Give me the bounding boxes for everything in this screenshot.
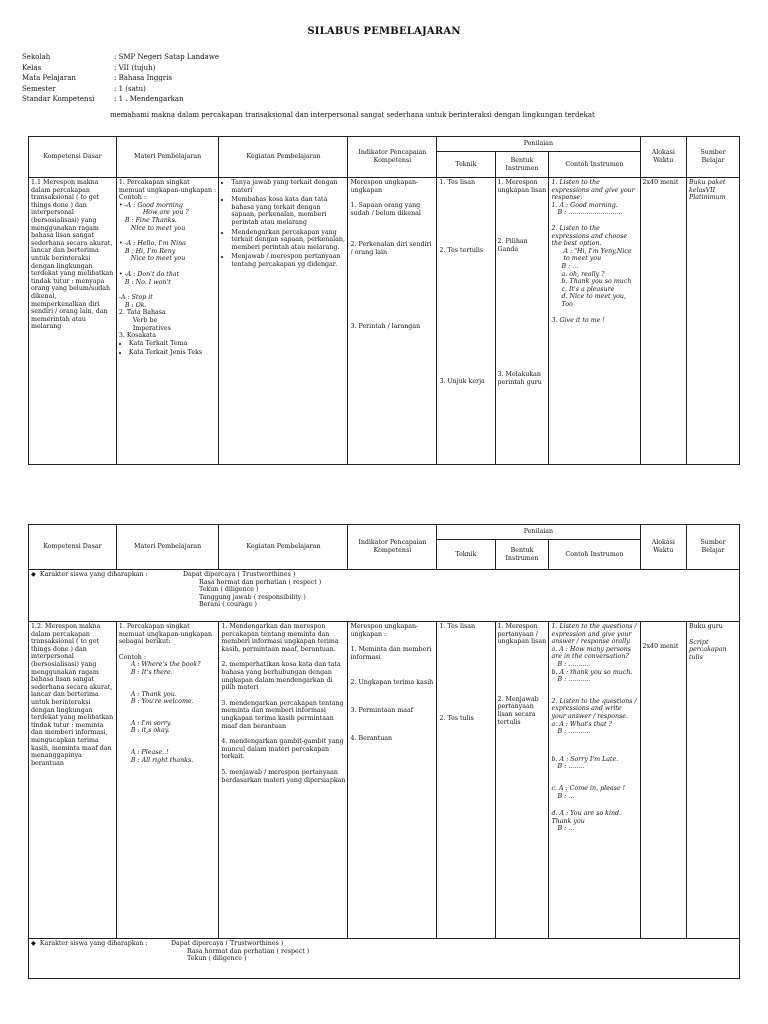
karakter-label-wrap: ◆ Karakter siswa yang diharapkan : — [31, 940, 148, 947]
kegiatan-item: 1. Mendengarkan dan merespon percakapan tentang meminta dan memberi informasi ungkapan terima kasih, permintaan maaf, berantuan. — [221, 623, 339, 653]
standard-text: memahami makna dalam percakapan transaksional dan interpersonal sangat sederhana untuk berinteraksi dengan lingkungan terdekat — [110, 111, 595, 119]
materi-line: B : Fine Thanks. — [124, 216, 177, 224]
karakter-label: Karakter siswa yang diharapkan : — [39, 571, 148, 578]
contoh-line: B : ........ — [557, 763, 585, 771]
contoh-line: 1. Listen to the questions / expression and give your answer / response orally. — [551, 623, 637, 646]
header-materi: Materi Pembelajaran — [116, 525, 219, 570]
contoh-line: 1. A : Good morning. — [551, 201, 618, 209]
kegiatan-item: 4. mendengarkan gambit-gambit yang muncul dalam materi percakapan terkait. — [221, 738, 344, 761]
materi-line: A : Thank you. — [130, 690, 177, 698]
karakter-item: Tekun ( diligence ) — [187, 955, 247, 963]
indikator-line: 1. Sapaan orang yang sudah / belum dikenal — [350, 202, 421, 217]
kegiatan-item: • Tanya jawab yang terkait dengan materi — [231, 179, 345, 194]
header-penilaian: Penilaian — [437, 137, 640, 152]
bentuk-cell — [495, 178, 549, 465]
header-kd: Kompetensi Dasar — [29, 137, 117, 178]
materi-cell — [116, 178, 219, 465]
contoh-line: A : "Hi, I'm Yeny,Nice to meet you — [563, 247, 632, 263]
kd-text: 1.2. Merespon makna dalam percakapan transaksional ( to get things done ) dan interpersonal (bersosialisasi) yang menggunakan ragam bahasa lisan sangat sederhana secara akurat, lancar dan berterima untuk berinteraksi dengan lingkungan terdekat yang melibatkan tindak tutur : meminta dan memberi informasi, mengucapkan terima kasih, meminta maaf dan menanggapinya berantuan — [31, 623, 114, 767]
kegiatan-item: 3. mendengarkan percakapan tentang meminta dan memberi informasi ungkapan terima kasih permintaan maaf dan berantuan — [221, 699, 344, 730]
karakter-row-bottom — [29, 939, 740, 979]
bentuk-line: 2. Menjawab pertanyaan lisan secara tertulis — [497, 695, 539, 726]
alokasi-cell — [640, 622, 687, 939]
contoh-line: d. Nice to meet you, Too — [561, 293, 626, 308]
kegiatan-item: • Mendengarkan percakapan yang terkait dengan sapaan, perkenalan, memberi perintah atau melarang. — [231, 229, 345, 252]
header-penilaian: Penilaian — [437, 525, 640, 540]
indikator-line: Merespon ungkapan-ungkapan — [350, 179, 419, 194]
sumber-text: Buku paket kelasVII Platinimum — [689, 179, 726, 202]
kd-text: 1.1 Merespon makna dalam percakapan transaksional ( to get things done ) dan interpersonal (bersosialisasi) yang menggunakan ragam bahasa lisan sangat sederhana secara akurat, lancar dan berterima untuk berinteraksi dengan lingkungan terdekat yang melibatkan tindak tutur : menyapa orang yang belum/sudah dikenal, memperkenalkan diri sendiri / orang lain, dan memerintah atau melarang — [31, 179, 114, 331]
materi-line: B : It's there. — [130, 668, 173, 676]
sumber-cell — [687, 178, 740, 465]
indikator-line: 3. Perintah / larangan — [350, 322, 421, 330]
contoh-line: a. oh, really ? — [561, 270, 605, 278]
materi-line: 1. Percakapan singkat memuat ungkapan-ungkapan : — [118, 179, 217, 194]
header-bentuk: Bentuk Instrumen — [495, 540, 549, 570]
teknik-line: 2. Tes tertulis — [439, 246, 484, 254]
contoh-line: B : ... — [557, 825, 575, 833]
contoh-line: 2. Listen to the questions / expressions and write your answer / response. — [551, 697, 637, 720]
karakter-item: Tekun ( diligence ) — [199, 586, 259, 594]
contoh-line: b. A : Sorry I'm Late. — [551, 755, 619, 763]
info-block — [22, 52, 595, 119]
materi-line: B : Ok. — [124, 301, 147, 309]
materi-line: 1. Percakapan singkat memuat ungkapan-ungkapan sebagai berikut: — [118, 623, 213, 646]
info-value: : Bahasa Inggris — [114, 74, 172, 82]
info-row — [22, 52, 219, 63]
info-key: Sekolah — [22, 53, 51, 61]
header-contoh: Contoh Instrumen — [549, 152, 640, 178]
teknik-line: 3. Unjuk kerja — [439, 378, 485, 386]
materi-line: A : Where's the book? — [130, 661, 201, 669]
karakter-item: Berani ( courage ) — [199, 601, 258, 609]
kegiatan-cell — [219, 622, 348, 939]
info-value: : VII (tujuh) — [114, 63, 156, 72]
header-alokasi: Alokasi Waktu — [640, 525, 687, 570]
karakter-item: Rasa hormat dan perhatian ( respect ) — [199, 578, 322, 586]
info-key: Standar Kompetensi — [22, 95, 95, 103]
header-indikator: Indikator Pencapaian Kompetensi — [348, 525, 437, 570]
materi-line: B : Hi, I'm Reny — [124, 247, 176, 255]
header-teknik: Teknik — [437, 152, 495, 178]
contoh-line: B : ........... — [557, 676, 591, 684]
info-row — [22, 63, 219, 74]
materi-line: • -A : Good morning — [118, 201, 183, 209]
alokasi-cell — [640, 178, 687, 465]
indikator-line: 2. Perkenalan diri sendiri / orang lain — [350, 241, 432, 256]
info-key: Kelas — [22, 63, 42, 72]
contoh-line: b. Thank you so much — [561, 278, 632, 286]
info-key: Semester — [22, 84, 56, 93]
bentuk-cell — [495, 622, 549, 939]
contoh-cell — [549, 178, 640, 465]
materi-line: Nice to meet you — [130, 255, 186, 263]
header-contoh: Contoh Instrumen — [549, 540, 640, 570]
materi-line: B : You're welcome. — [130, 698, 194, 706]
alokasi-text: 2x40 menit — [642, 179, 679, 186]
kegiatan-cell — [219, 178, 348, 465]
kd-cell — [29, 622, 117, 939]
syllabus-table-2 — [28, 524, 740, 979]
kegiatan-item: 5. menjawab / merespon pertanyaan berdasarkan materi yang dipersiapkan — [221, 768, 346, 784]
sumber-line: Buku guru — [689, 623, 723, 630]
indikator-line: 3. Permintaan maaf — [350, 706, 414, 714]
page-title: SILABUS PEMBELAJARAN — [307, 26, 461, 37]
bentuk-line: 3. Melakukan perintah guru — [497, 371, 542, 386]
info-value: : 1 . Mendengarkan — [114, 95, 184, 103]
contoh-line: B : ... — [557, 792, 575, 800]
indikator-line: Merespon ungkapan-ungkapan : — [350, 623, 419, 638]
info-value: : SMP Negeri Satap Landawe — [114, 53, 219, 61]
header-kegiatan: Kegiatan Pembelajaran — [219, 137, 348, 178]
bentuk-line: 2. Pilihan Ganda — [497, 238, 528, 253]
alokasi-text: 2x40 menit — [642, 643, 679, 650]
materi-line: B : No. I won't — [124, 278, 171, 286]
indikator-line: 2. Ungkapan terima kasih — [350, 679, 434, 687]
contoh-line: 3. Give it to me ! — [551, 316, 605, 324]
contoh-line: B : ........... — [557, 660, 591, 668]
materi-line: • -A : Hello, I'm Nina — [118, 240, 186, 248]
info-row — [22, 84, 219, 95]
kegiatan-item: 2. memperhatikan kosa kata dan tata bahasa yang berhubungan dengan ungkapan dalam mendengarkan di pilih materi — [221, 661, 341, 692]
materi-line: A : I'm sorry. — [130, 719, 172, 727]
teknik-line: 1. Tes lisan — [439, 623, 476, 630]
indikator-line: 4. Berantuan — [350, 734, 393, 742]
header-materi: Materi Pembelajaran — [116, 137, 219, 178]
header-teknik: Teknik — [437, 540, 495, 570]
karakter-item: Dapat dipercaya ( Trustworthines ) — [183, 571, 296, 578]
materi-line: A : Please..! — [130, 748, 169, 756]
kegiatan-item: • Membahas kosa kata dan tata bahasa yang terkait dengan sapaan, perkenalan, memberi perintah atau melarang — [231, 196, 345, 226]
indikator-cell — [348, 178, 437, 465]
header-sumber: Sumber Belajar — [687, 525, 740, 570]
contoh-line: 2. Listen to the expressions and choose the best option. — [551, 224, 628, 248]
materi-line: Verb be — [132, 316, 158, 324]
materi-cell — [116, 622, 219, 939]
materi-line: 2. Tata Bahasa — [118, 309, 166, 317]
contoh-line: d. A : You are so kind. Thank you — [551, 810, 622, 825]
header-sumber: Sumber Belajar — [687, 137, 740, 178]
header-bentuk: Bentuk Instrumen — [495, 152, 549, 178]
sumber-cell — [687, 622, 740, 939]
materi-line: B : it,s okay. — [130, 727, 170, 735]
contoh-line: B : ........................... — [557, 209, 623, 217]
materi-line: Contoh : — [118, 194, 146, 202]
teknik-cell — [437, 178, 495, 465]
syllabus-table-1 — [28, 136, 740, 465]
materi-bullet: • Kata Terkait Tema — [129, 340, 217, 348]
bentuk-line: 1. Merespon pertanyaan / ungkapan lisan — [497, 623, 547, 646]
info-key: Mata Pelajaran — [22, 74, 76, 82]
karakter-item: Rasa hormat dan perhatian ( respect ) — [187, 947, 310, 955]
contoh-line: c. It's a pleasure — [561, 285, 615, 293]
indikator-cell — [348, 622, 437, 939]
contoh-line: a. A : What's that ? — [551, 720, 612, 728]
materi-line: 3. Kosakata — [118, 332, 156, 340]
header-alokasi: Alokasi Waktu — [640, 137, 687, 178]
materi-line: Nice to meet you — [130, 224, 186, 232]
contoh-line: B : ........... — [557, 728, 591, 736]
teknik-cell — [437, 622, 495, 939]
karakter-row — [29, 570, 740, 622]
contoh-line: 1. Listen to the expressions and give your response. — [551, 179, 635, 202]
kegiatan-item: • Menjawab / merespon pertanyaan tentang percakapan yg didengar. — [231, 253, 345, 268]
karakter-item: Dapat dipercaya ( Trustworthines ) — [171, 940, 284, 947]
contoh-line: c. A : Come in, please ! — [551, 784, 626, 792]
materi-bullet: • Kata Terkait Jenis Teks — [129, 349, 217, 357]
sumber-line: Script percakapan tulis — [689, 638, 727, 661]
contoh-line: a. A : How many persons are in the conversation? — [551, 645, 632, 661]
header-indikator: Indikator Pencapaian Kompetensi — [348, 137, 437, 178]
materi-line: Contoh : — [118, 653, 146, 661]
karakter-label: Karakter siswa yang diharapkan : — [39, 940, 148, 947]
info-row — [22, 73, 219, 84]
teknik-line: 1. Tes lisan — [439, 179, 476, 186]
indikator-line: 1. Meminta dan memberi informasi — [350, 646, 432, 661]
info-row — [22, 94, 219, 105]
materi-line: Imperatives — [132, 324, 171, 332]
header-kegiatan: Kegiatan Pembelajaran — [219, 525, 348, 570]
info-value: : 1 (satu) — [114, 84, 146, 93]
teknik-line: 2. Tes tulis — [439, 714, 474, 722]
contoh-line: b. A : thank you so much. — [551, 668, 633, 676]
karakter-label-wrap: ◆ Karakter siswa yang diharapkan : — [31, 571, 148, 578]
contoh-cell — [549, 622, 640, 939]
kd-cell — [29, 178, 117, 465]
contoh-line: B : ... — [561, 262, 579, 270]
materi-line: B : All right thanks. — [130, 756, 194, 764]
header-kd: Kompetensi Dasar — [29, 525, 117, 570]
karakter-item: Tanggung jawab ( responsibility ) — [199, 593, 306, 601]
bentuk-line: 1. Merespon ungkapan lisan — [497, 179, 547, 194]
materi-line: How are you ? — [142, 209, 189, 217]
materi-line: • -A : Don't do that — [118, 270, 180, 278]
materi-line: -A : Stop it — [118, 294, 153, 302]
